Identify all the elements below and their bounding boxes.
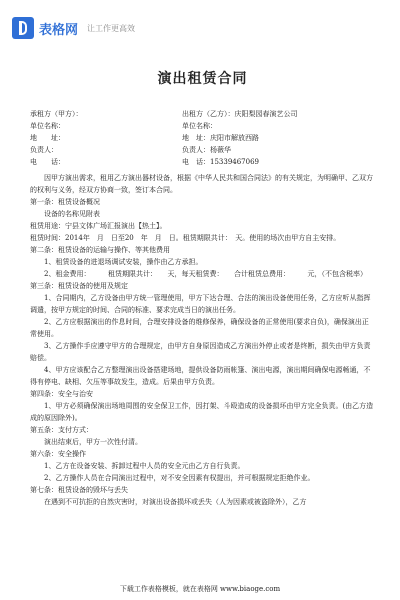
- document-title: 演出租赁合同: [157, 71, 248, 87]
- contract-document: [30, 56, 375, 508]
- contract-body: [30, 172, 375, 508]
- brand-name: 表格网: [39, 22, 79, 38]
- contract-paragraph: 演出结束后，甲方一次性付清。: [44, 438, 142, 446]
- party-row: [30, 144, 375, 156]
- lessor-field: 负责人：杨薇华: [182, 146, 231, 154]
- lessor-field: 单位名称：: [182, 122, 217, 130]
- brand-slogan: 让工作更高效: [87, 23, 136, 33]
- section-heading: 第四条：安全与治安: [30, 390, 93, 398]
- contract-paragraph: 在遇到不可抗拒的自然灾害时，对演出设备损坏或丢失（人为因素或被盗除外），乙方: [44, 498, 307, 506]
- contract-paragraph: 2、乙方应根据演出的作息时间，合理安排设备的维修保养，确保设备的正常使用(要求自负)，确保演出正常使用。: [30, 318, 369, 338]
- section-heading: 第二条：租赁设备的运输与操作、等其他费用: [30, 246, 170, 254]
- party-info: [30, 108, 375, 168]
- lessee-field: 单位名称：: [30, 122, 65, 130]
- contract-paragraph: 因甲方演出需求，租用乙方演出器材设备，根据《中华人民共和国合同法》的有关规定，为明确甲、乙双方的权利与义务，经双方协商一致，签订本合同。: [30, 174, 373, 194]
- section-heading: 第三条：租赁设备的使用及规定: [30, 282, 128, 290]
- section-heading: 租赁时间：2014年 月 日至20 年 月 日。租赁期限共计： 天。使用的场次由甲方自主安排。: [30, 234, 341, 242]
- contract-paragraph: 1、合同期内，乙方设备由甲方统一管理使用，甲方下达合理、合法的演出设备使用任务，乙方应听从指挥调遣，按甲方规定的时间、合同的标准、要求完成当日的演出任务。: [30, 294, 371, 314]
- contract-paragraph: 2、租金费用： 租赁期限共计： 天，每天租赁费： 合计租赁总费用： 元，（不包含税率）: [44, 270, 367, 278]
- lessor-field: 出租方（乙方）：庆阳梨园春演艺公司: [182, 110, 298, 118]
- party-row: [30, 132, 375, 144]
- contract-paragraph: 设备的名称见附表: [44, 210, 100, 218]
- contract-paragraph: 4、甲方应该配合乙方整理演出设备搭建场地，提供设备防雨帐篷、演出电源，演出期间确保电源畅通，不得有停电、缺相、欠压等事故发生，造成。后果由甲方负责。: [30, 366, 371, 386]
- lessor-field: 电 话：15339467069: [182, 158, 259, 166]
- contract-paragraph: 1、乙方在设备安装、拆卸过程中人员的安全元由乙方自行负责。: [44, 462, 245, 470]
- lessor-field: 地 址：庆阳市解放西路: [182, 134, 259, 142]
- party-row: [30, 120, 375, 132]
- logo-icon: [12, 17, 34, 39]
- contract-paragraph: 1、甲方必须确保演出场地周围的安全保卫工作，因打架、斗殴造成的设备损坏由甲方完全负责。(由乙方造成的原因除外)。: [30, 402, 374, 422]
- lessee-field: 负责人：: [30, 146, 58, 154]
- section-heading: 租赁用途：宁县文体广场汇报演出【热土】。: [30, 222, 167, 230]
- contract-paragraph: 3、乙方操作手应遵守甲方的合理规定，由甲方自身原因造成乙方演出外停止或者是终断，损失由甲方负责赔偿。: [30, 342, 371, 362]
- lessee-field: 地 址：: [30, 134, 65, 142]
- section-heading: 第七条：租赁设备的毁坏与丢失: [30, 486, 128, 494]
- contract-paragraph: 2、乙方操作人员在合同演出过程中，对不安全因素有权提出，并可根据规定拒绝作业。: [44, 474, 315, 482]
- section-heading: 第五条：支付方式：: [30, 426, 93, 434]
- brand-logo[interactable]: [12, 16, 135, 40]
- section-heading: 第六条：安全操作: [30, 450, 86, 458]
- section-heading: 第一条：租赁设备概况: [30, 198, 100, 206]
- contract-paragraph: 1、租赁设备的进退场调试安装，操作由乙方承担。: [44, 258, 203, 266]
- party-row: [30, 108, 375, 120]
- party-row: [30, 156, 375, 168]
- lessee-field: 承租方（甲方）：: [30, 110, 83, 118]
- lessee-field: 电 话：: [30, 158, 65, 166]
- footer-text: 下载工作表格模板，就在表格网 www.biaoge.com: [119, 585, 281, 593]
